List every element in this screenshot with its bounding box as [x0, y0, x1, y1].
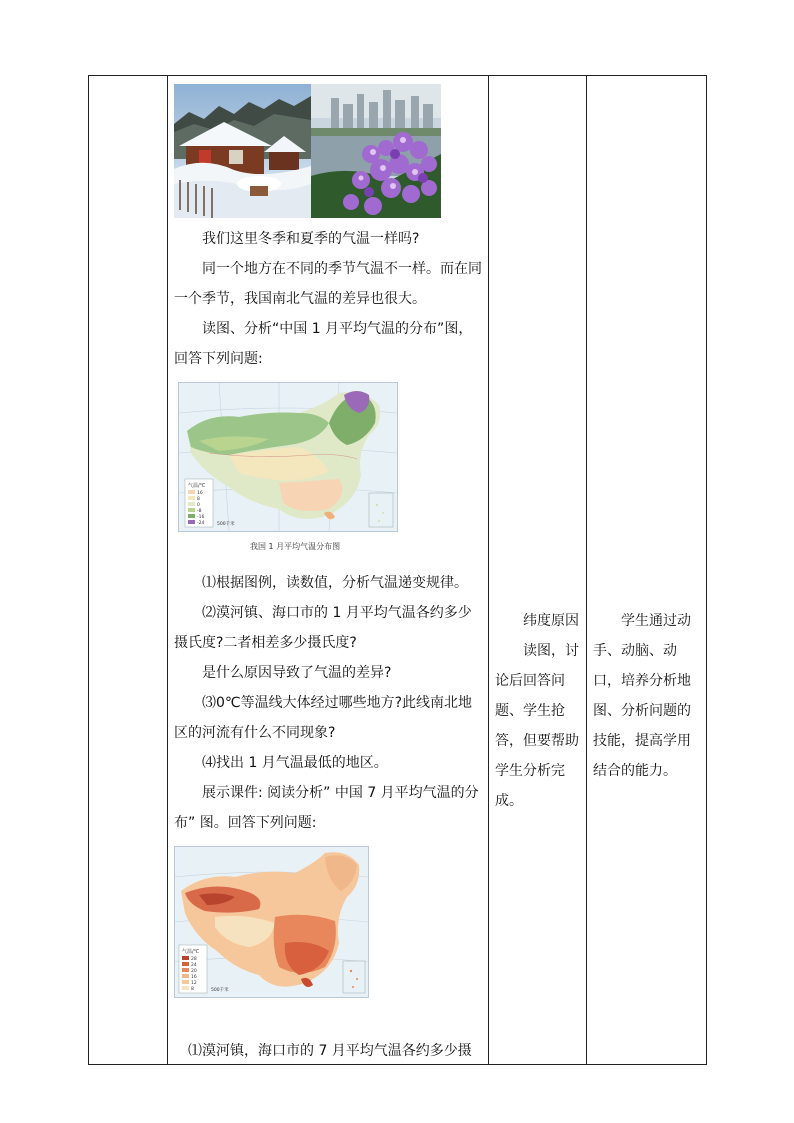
- map1-legend-value: -24: [197, 521, 205, 526]
- activity-description: 读图，讨论后回答问题、学生抢答，但要帮助学生分析完成。: [495, 643, 579, 809]
- map2-scale: 500千米: [211, 988, 229, 993]
- design-intent-text: 学生通过动手、动脑、动口，培养分析地图、分析问题的技能，提高学用结合的能力。: [593, 613, 691, 779]
- map1-scale: 500千米: [217, 522, 235, 527]
- map2-legend-value: 28: [191, 957, 197, 962]
- map2-legend-value: 20: [191, 969, 197, 974]
- map1-legend-title: 气温/℃: [188, 483, 206, 489]
- january-temperature-map: [178, 382, 398, 532]
- map1-caption: 我国 1 月平均气温分布图: [250, 542, 341, 551]
- map1-instruction: 读图、分析“中国 1 月平均气温的分布”图，回答下列问题:: [174, 321, 473, 367]
- map1-legend-value: -16: [197, 515, 205, 520]
- question-2: ⑵漠河镇、海口市的 1 月平均气温各约多少摄氏度?二者相差多少摄氏度?: [174, 605, 472, 651]
- map1-legend-value: -8: [197, 509, 202, 514]
- question-4: ⑷找出 1 月气温最低的地区。: [202, 755, 388, 771]
- teaching-content-cell: [168, 76, 488, 1064]
- map2-legend-value: 16: [191, 975, 197, 980]
- question-2b: 是什么原因导致了气温的差异?: [202, 665, 392, 681]
- question-3: ⑶0℃等温线大体经过哪些地方?此线南北地区的河流有什么不同现象?: [174, 695, 473, 741]
- student-activity-cell: [489, 76, 586, 1064]
- lesson-table: [88, 75, 707, 1065]
- intro-question: 我们这里冬季和夏季的气温一样吗?: [202, 231, 420, 247]
- map1-legend-value: 8: [197, 497, 200, 502]
- map1-legend-value: 0: [197, 503, 200, 508]
- map2-legend-value: 8: [191, 987, 194, 992]
- july-temperature-map: [174, 846, 369, 998]
- map2-instruction: 展示课件: 阅读分析” 中国 7 月平均气温的分布” 图。回答下列问题:: [174, 785, 479, 831]
- design-intent-cell: [587, 76, 706, 1064]
- winter-snow-photo: [174, 84, 311, 218]
- activity-reason: 纬度原因: [523, 613, 579, 629]
- question-1: ⑴根据图例，读数值，分析气温递变规律。: [202, 575, 468, 591]
- map1-legend-value: 16: [197, 491, 203, 496]
- map2-legend-title: 气温/℃: [182, 949, 200, 955]
- map2-legend-value: 24: [191, 963, 197, 968]
- map2-legend-value: 12: [191, 981, 197, 986]
- intro-paragraph: 同一个地方在不同的季节气温不一样。而在同一个季节，我国南北气温的差异也很大。: [174, 261, 482, 307]
- july-question-1: ⑴漠河镇，海口市的 7 月平均气温各约多少摄: [188, 1043, 472, 1059]
- summer-city-flower-photo: [311, 84, 441, 218]
